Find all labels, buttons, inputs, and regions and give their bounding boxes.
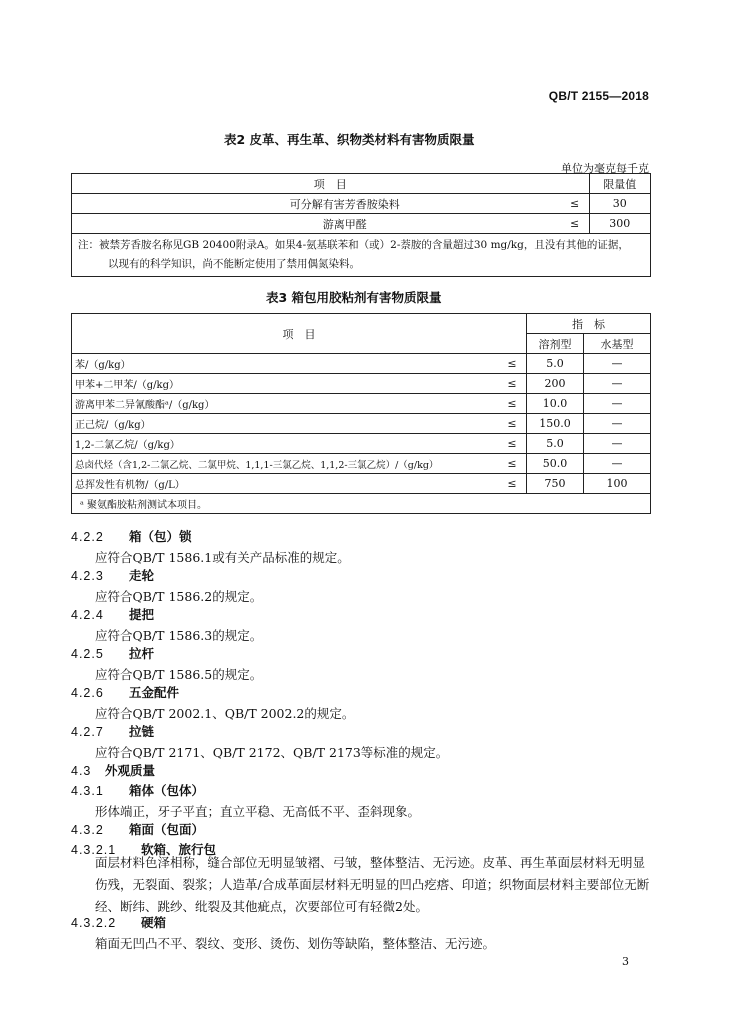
table3-sign: ≤ bbox=[498, 434, 527, 454]
table3-water: 100 bbox=[584, 474, 651, 494]
table3-water: — bbox=[584, 434, 651, 454]
section-text: 应符合QB/T 2171、QB/T 2172、QB/T 2173等标准的规定。 bbox=[95, 745, 449, 760]
standard-number: QB/T 2155—2018 bbox=[548, 89, 649, 103]
table3-sign: ≤ bbox=[498, 394, 527, 414]
table2-caption: 表2 皮革、再生革、织物类材料有害物质限量 bbox=[224, 132, 475, 147]
section-text: 应符合QB/T 1586.5的规定。 bbox=[95, 667, 263, 682]
table3-solvent: 750 bbox=[527, 474, 584, 494]
section-heading bbox=[71, 683, 179, 701]
table3-footnote: ᵃ 聚氨酯胶粘剂测试本项目。 bbox=[72, 494, 651, 514]
table3-solvent: 50.0 bbox=[527, 454, 584, 474]
table-row bbox=[72, 474, 651, 494]
section-heading bbox=[71, 605, 154, 623]
table3 bbox=[71, 313, 651, 514]
table2-item: 可分解有害芳香胺染料 bbox=[72, 194, 561, 214]
section-text: 应符合QB/T 1586.1或有关产品标准的规定。 bbox=[95, 550, 350, 565]
table2 bbox=[71, 173, 651, 277]
section-title: 拉杆 bbox=[129, 646, 155, 661]
table3-solvent: 200 bbox=[527, 374, 584, 394]
table2-unit: 单位为毫克每千克 bbox=[561, 162, 649, 175]
section-text: 应符合QB/T 2002.1、QB/T 2002.2的规定。 bbox=[95, 706, 355, 721]
table2-item: 游离甲醛 bbox=[72, 214, 561, 234]
table-row bbox=[72, 354, 651, 374]
section-number: 4.2.6 bbox=[71, 686, 104, 700]
section-title: 五金配件 bbox=[129, 685, 180, 700]
section-number: 4.3 bbox=[71, 764, 92, 778]
section-heading bbox=[71, 761, 155, 779]
table-row bbox=[72, 394, 651, 414]
table-row bbox=[72, 194, 651, 214]
section-text: 箱面无凹凸不平、裂纹、变形、烫伤、划伤等缺陷，整体整洁、无污迹。 bbox=[95, 936, 496, 951]
table3-footnote-row bbox=[72, 494, 651, 514]
section-number: 4.3.2.2 bbox=[71, 916, 117, 930]
table3-item: 总卤代烃（含1,2-二氯乙烷、二氯甲烷、1,1,1-三氯乙烷、1,1,2-三氯乙烷）/（g/kg） bbox=[72, 454, 499, 474]
section-title: 外观质量 bbox=[105, 763, 156, 778]
section-title: 箱（包）锁 bbox=[129, 529, 192, 544]
table3-sign: ≤ bbox=[498, 374, 527, 394]
table3-water: — bbox=[584, 354, 651, 374]
table3-solvent: 5.0 bbox=[527, 434, 584, 454]
page-number: 3 bbox=[622, 955, 629, 968]
table2-sign: ≤ bbox=[561, 194, 590, 214]
table3-sign: ≤ bbox=[498, 354, 527, 374]
table2-value: 300 bbox=[589, 214, 650, 234]
section-number: 4.2.7 bbox=[71, 725, 104, 739]
section-heading bbox=[71, 820, 204, 838]
section-title: 箱体（包体） bbox=[129, 783, 205, 798]
table3-col-solvent: 溶剂型 bbox=[527, 334, 584, 354]
section-heading bbox=[71, 566, 154, 584]
section-title: 箱面（包面） bbox=[129, 822, 205, 837]
table-row bbox=[72, 454, 651, 474]
section-heading bbox=[71, 644, 154, 662]
section-title: 硬箱 bbox=[141, 915, 167, 930]
table3-col-item: 项 目 bbox=[72, 314, 527, 354]
table3-col-index: 指 标 bbox=[527, 314, 651, 334]
table3-item: 总挥发性有机物/（g/L） bbox=[72, 474, 499, 494]
table-row bbox=[72, 414, 651, 434]
section-number: 4.2.2 bbox=[71, 530, 104, 544]
section-number: 4.2.3 bbox=[71, 569, 104, 583]
table3-header-row bbox=[72, 314, 651, 334]
table3-sign: ≤ bbox=[498, 454, 527, 474]
table2-col-item: 项 目 bbox=[72, 174, 590, 194]
table3-solvent: 150.0 bbox=[527, 414, 584, 434]
table3-sign: ≤ bbox=[498, 414, 527, 434]
section-number: 4.2.5 bbox=[71, 647, 104, 661]
table3-water: — bbox=[584, 414, 651, 434]
table-row bbox=[72, 374, 651, 394]
table3-item: 苯/（g/kg） bbox=[72, 354, 499, 374]
section-number: 4.3.2 bbox=[71, 823, 104, 837]
section-heading bbox=[71, 913, 166, 931]
table3-sign: ≤ bbox=[498, 474, 527, 494]
table3-water: — bbox=[584, 454, 651, 474]
soft-case-paragraph: 面层材料色泽相称，缝合部位无明显皱褶、弓皱，整体整洁、无污迹。皮革、再生革面层材料无明显伤残，无裂面、裂浆；人造革/合成革面层材料无明显的凹凸疙瘩、印道；织物面层材料主要部位无断经、断纬、跳纱、纰裂及其他疵点，次要部位可有轻微2处。 bbox=[95, 855, 650, 914]
section-text: 应符合QB/T 1586.2的规定。 bbox=[95, 589, 263, 604]
table2-header-row bbox=[72, 174, 651, 194]
table3-solvent: 10.0 bbox=[527, 394, 584, 414]
table3-item: 甲苯+二甲苯/（g/kg） bbox=[72, 374, 499, 394]
table2-note-row bbox=[72, 234, 651, 277]
table3-item: 游离甲苯二异氰酸酯ᵃ/（g/kg） bbox=[72, 394, 499, 414]
table-row bbox=[72, 214, 651, 234]
table3-item: 正己烷/（g/kg） bbox=[72, 414, 499, 434]
section-title: 拉链 bbox=[129, 724, 155, 739]
section-title: 提把 bbox=[129, 607, 155, 622]
section-title: 软箱、旅行包 bbox=[141, 842, 217, 857]
section-number: 4.2.4 bbox=[71, 608, 104, 622]
table2-note-line2: 以现有的科学知识，尚不能断定使用了禁用偶氮染料。 bbox=[108, 258, 360, 270]
table2-sign: ≤ bbox=[561, 214, 590, 234]
table3-item: 1,2-二氯乙烷/（g/kg） bbox=[72, 434, 499, 454]
table2-value: 30 bbox=[589, 194, 650, 214]
section-heading bbox=[71, 781, 204, 799]
table3-caption: 表3 箱包用胶粘剂有害物质限量 bbox=[266, 290, 442, 305]
table3-solvent: 5.0 bbox=[527, 354, 584, 374]
section-title: 走轮 bbox=[129, 568, 155, 583]
section-number: 4.3.2.1 bbox=[71, 843, 117, 857]
section-heading bbox=[71, 722, 154, 740]
table2-note-line1: 注：被禁芳香胺名称见GB 20400附录A。如果4-氨基联苯和（或）2-萘胺的含量超过30 mg/kg，且没有其他的证据， bbox=[78, 239, 629, 251]
table-row bbox=[72, 434, 651, 454]
table3-water: — bbox=[584, 394, 651, 414]
section-number: 4.3.1 bbox=[71, 784, 104, 798]
table3-water: — bbox=[584, 374, 651, 394]
section-text: 应符合QB/T 1586.3的规定。 bbox=[95, 628, 263, 643]
section-heading bbox=[71, 527, 192, 545]
table2-col-limit: 限量值 bbox=[589, 174, 650, 194]
section-text: 形体端正，牙子平直；直立平稳、无高低不平、歪斜现象。 bbox=[95, 804, 421, 819]
table3-col-water: 水基型 bbox=[584, 334, 651, 354]
